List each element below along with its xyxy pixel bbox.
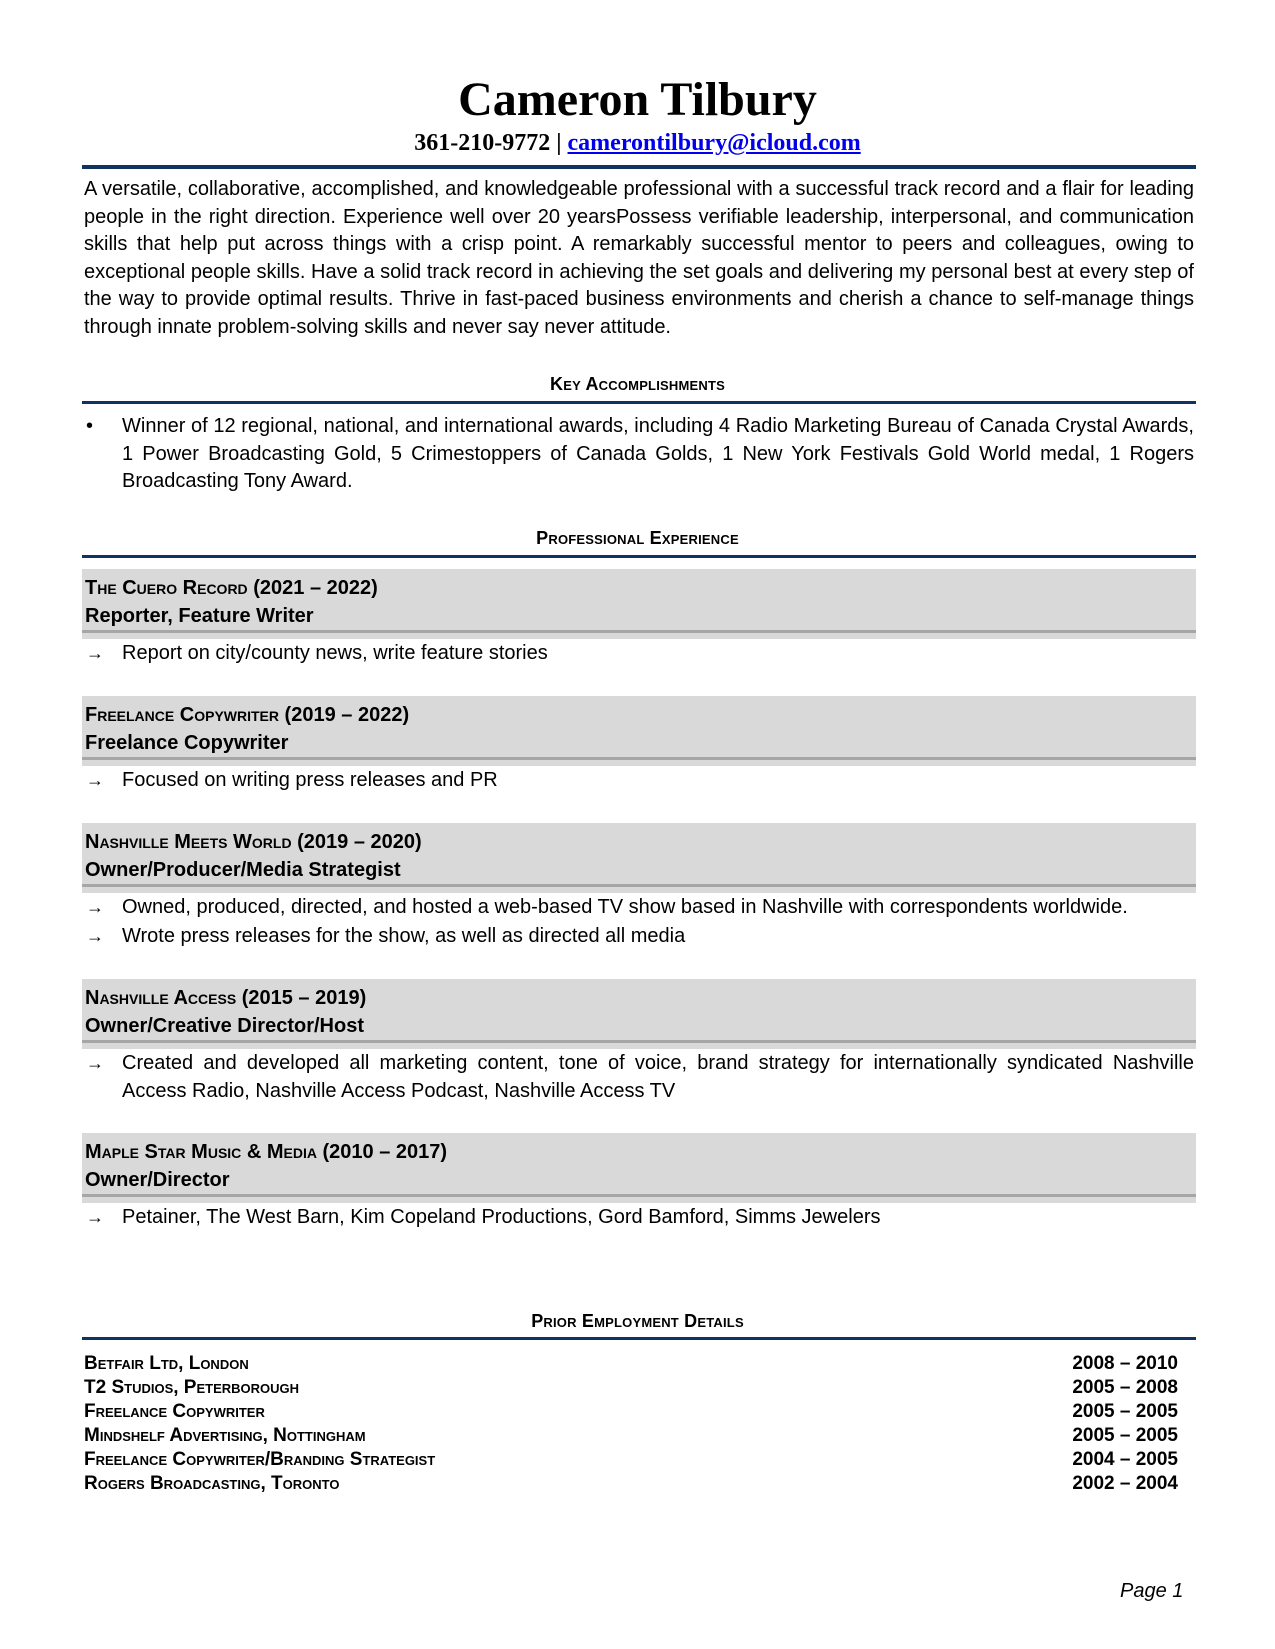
section-title-accomplishments: Key Accomplishments bbox=[550, 374, 725, 394]
professional-summary: A versatile, collaborative, accomplished, and knowledgeable professional with a successful track record and a flair for leading people in the right direction. Experience well over 20 yearsPossess verifiable leadership, interpersonal, and communication skills that help put across things with a crisp point. A remarkably successful mentor to peers and colleagues, owing to exceptional people skills. Have a solid track record in achieving the set goals and delivering my personal best at every step of the way to provide optimal results. Thrive in fast-paced business environments and cherish a chance to self-manage things through innate problem-solving skills and never say never attitude. bbox=[84, 178, 1194, 338]
phone-number: 361-210-9772 bbox=[414, 130, 551, 156]
job-company: Nashville Access (2015 – 2019) bbox=[85, 987, 367, 1009]
job-header bbox=[82, 696, 1196, 766]
job-role: Reporter, Feature Writer bbox=[85, 605, 314, 627]
prior-dates: 2005 – 2005 bbox=[1072, 1401, 1178, 1422]
candidate-name: Cameron Tilbury bbox=[458, 73, 817, 126]
arrow-right-icon: → bbox=[86, 643, 104, 663]
page-number: Page 1 bbox=[1120, 1580, 1184, 1602]
contact-line bbox=[0, 128, 1275, 158]
arrow-right-icon: → bbox=[86, 926, 104, 946]
prior-employment-row bbox=[84, 1424, 1178, 1448]
prior-dates: 2004 – 2005 bbox=[1072, 1449, 1178, 1470]
prior-employment-row bbox=[84, 1400, 1178, 1424]
job-bullet bbox=[84, 640, 1194, 668]
header-divider bbox=[82, 165, 1196, 169]
job-header-divider bbox=[82, 1194, 1196, 1197]
job-bullet-text: Wrote press releases for the show, as well as directed all media bbox=[122, 925, 686, 947]
prior-employer: Betfair Ltd, London bbox=[84, 1353, 249, 1374]
prior-dates: 2002 – 2004 bbox=[1072, 1473, 1178, 1494]
job-header-divider bbox=[82, 1040, 1196, 1043]
job-company: The Cuero Record (2021 – 2022) bbox=[85, 577, 378, 599]
job-role: Owner/Producer/Media Strategist bbox=[85, 859, 401, 881]
prior-employment-divider bbox=[82, 1337, 1196, 1340]
job-bullet-text: Focused on writing press releases and PR bbox=[122, 769, 498, 791]
job-bullet-text: Owned, produced, directed, and hosted a web-based TV show based in Nashville with correspondents worldwide. bbox=[122, 896, 1128, 918]
prior-employment-row bbox=[84, 1376, 1178, 1400]
prior-employment-row bbox=[84, 1448, 1178, 1472]
job-role: Freelance Copywriter bbox=[85, 732, 289, 754]
job-bullet-text: Report on city/county news, write feature stories bbox=[122, 642, 548, 664]
job-header bbox=[82, 979, 1196, 1049]
experience-divider bbox=[82, 555, 1196, 558]
section-title-prior-employment: Prior Employment Details bbox=[531, 1311, 744, 1331]
prior-employer: Freelance Copywriter/Branding Strategist bbox=[84, 1449, 436, 1470]
prior-employer: Rogers Broadcasting, Toronto bbox=[84, 1473, 340, 1494]
accomplishment-item bbox=[84, 413, 1194, 496]
arrow-right-icon: → bbox=[86, 1053, 104, 1073]
job-header-divider bbox=[82, 630, 1196, 633]
job-header bbox=[82, 823, 1196, 893]
email-link[interactable]: camerontilbury@icloud.com bbox=[567, 130, 861, 156]
job-bullet bbox=[84, 767, 1194, 795]
prior-employment-row bbox=[84, 1472, 1178, 1496]
job-header-divider bbox=[82, 884, 1196, 887]
accomplishments-divider bbox=[82, 401, 1196, 404]
prior-dates: 2005 – 2008 bbox=[1072, 1377, 1178, 1398]
job-bullet bbox=[84, 923, 1194, 951]
prior-employer: Freelance Copywriter bbox=[84, 1401, 265, 1422]
job-company: Maple Star Music & Media (2010 – 2017) bbox=[85, 1141, 448, 1163]
arrow-right-icon: → bbox=[86, 897, 104, 917]
job-bullet bbox=[84, 1050, 1194, 1105]
accomplishment-text: Winner of 12 regional, national, and international awards, including 4 Radio Marketing Bureau of Canada Crystal Awards, 1 Power Broadcasting Gold, 5 Crimestoppers of Canada Golds, 1 New York Festivals Gold World medal, 1 Rogers Broadcasting Tony Award. bbox=[122, 415, 1194, 493]
job-bullet bbox=[84, 894, 1194, 922]
job-company: Freelance Copywriter (2019 – 2022) bbox=[85, 704, 410, 726]
arrow-right-icon: → bbox=[86, 770, 104, 790]
job-bullet-text: Petainer, The West Barn, Kim Copeland Productions, Gord Bamford, Simms Jewelers bbox=[122, 1206, 881, 1228]
bullet-icon: • bbox=[86, 415, 94, 437]
prior-employment-row bbox=[84, 1352, 1178, 1376]
job-company: Nashville Meets World (2019 – 2020) bbox=[85, 831, 422, 853]
prior-dates: 2008 – 2010 bbox=[1072, 1353, 1178, 1374]
prior-employer: T2 Studios, Peterborough bbox=[84, 1377, 300, 1398]
job-bullet-text: Created and developed all marketing content, tone of voice, brand strategy for internationally syndicated Nashville Access Radio, Nashville Access Podcast, Nashville Access TV bbox=[122, 1052, 1194, 1102]
section-title-experience: Professional Experience bbox=[536, 528, 739, 548]
contact-separator: | bbox=[550, 130, 568, 156]
job-role: Owner/Director bbox=[85, 1169, 230, 1191]
prior-dates: 2005 – 2005 bbox=[1072, 1425, 1178, 1446]
arrow-right-icon: → bbox=[86, 1207, 104, 1227]
prior-employer: Mindshelf Advertising, Nottingham bbox=[84, 1425, 366, 1446]
job-header-divider bbox=[82, 757, 1196, 760]
job-role: Owner/Creative Director/Host bbox=[85, 1015, 364, 1037]
job-header bbox=[82, 569, 1196, 639]
job-header bbox=[82, 1133, 1196, 1203]
job-bullet bbox=[84, 1204, 1194, 1232]
